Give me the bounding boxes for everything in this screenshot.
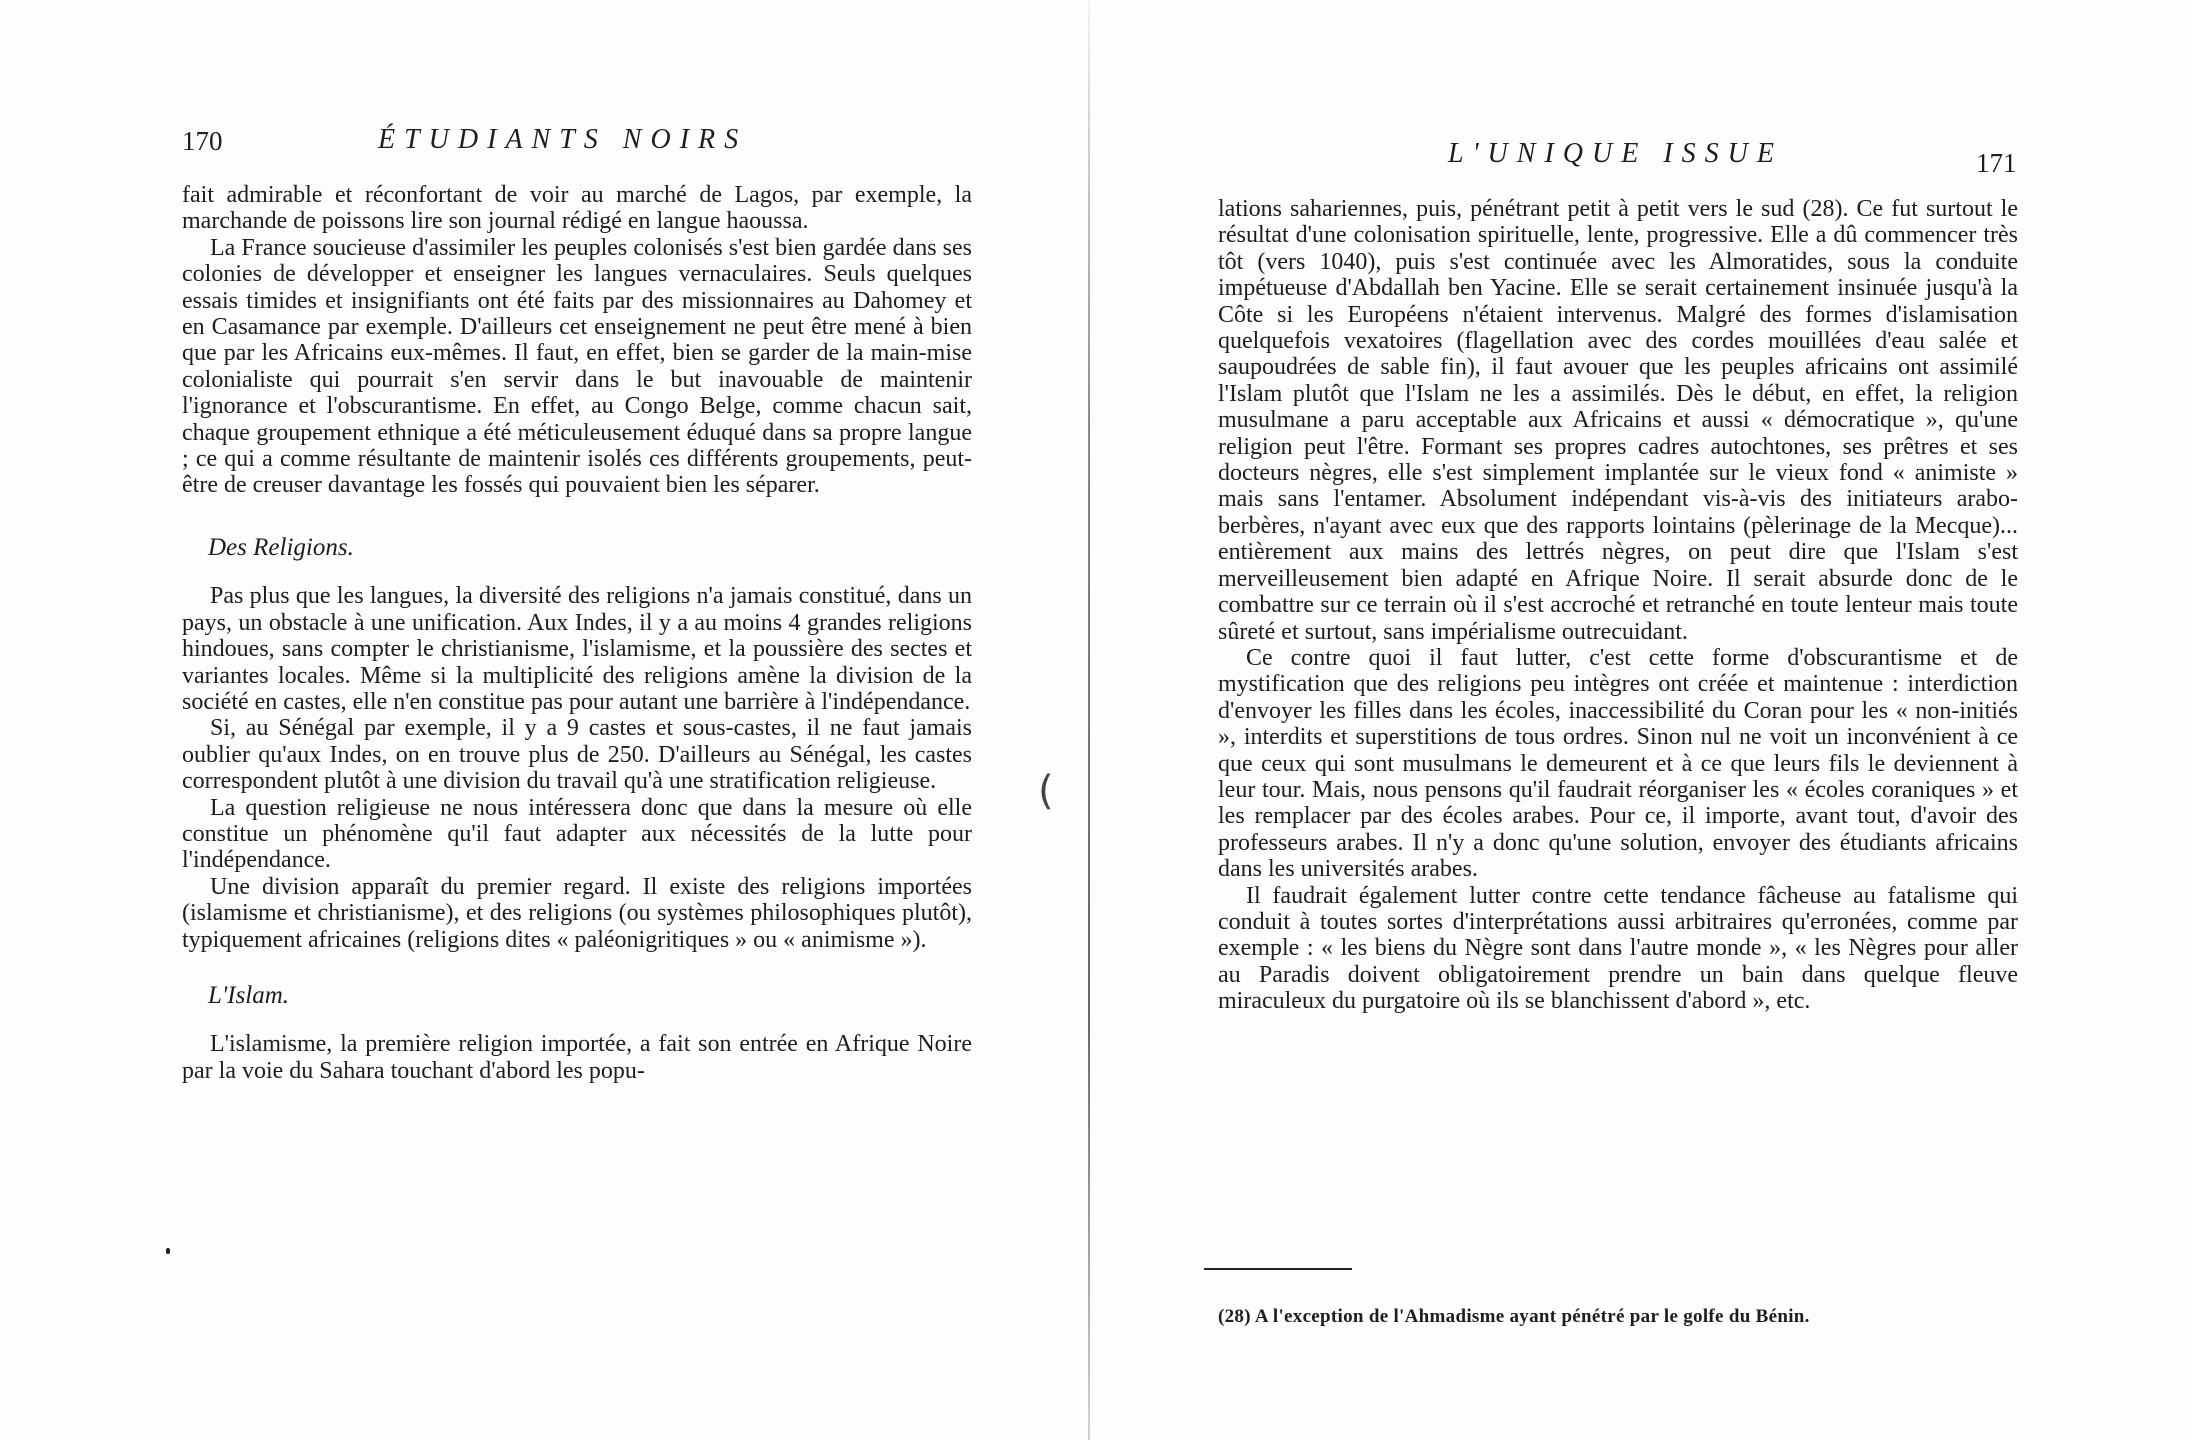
paragraph: Une division apparaît du premier regard. Il existe des religions importées (islamisme et christianisme), et des religions (ou systèmes philosophiques plutôt), typiquement africaines (religions dites « paléonigritiques » ou « animisme »). bbox=[182, 873, 972, 953]
page-number-right: 171 bbox=[1976, 148, 2017, 178]
footnote-rule bbox=[1204, 1268, 1352, 1270]
right-page-text bbox=[1218, 196, 2018, 1015]
paragraph: Si, au Sénégal par exemple, il y a 9 castes et sous-castes, il ne faut jamais oublier qu'aux Indes, on en trouve plus de 250. D'ailleurs au Sénégal, les castes correspondent plutôt à une division du travail qu'à une stratification religieuse. bbox=[182, 715, 972, 795]
section-title-religions: Des Religions. bbox=[208, 533, 354, 561]
left-page-text bbox=[182, 182, 972, 1084]
paragraph: Ce contre quoi il faut lutter, c'est cette forme d'obscurantisme et de mystification que des religions peu intègres ont créée et maintenue : interdiction d'envoyer les filles dans les écoles, inaccessibilité du Coran pour les « non-initiés », interdits et superstitions de tous ordres. Sinon nul ne voit un inconvénient à ce que ceux qui sont musulmans le demeurent et à ce que leurs fils le deviennent à leur tour. Mais, nous pensons qu'il faudrait réorganiser les « écoles coraniques » et les remplacer par des écoles arabes. Pour ce, il importe, avant tout, d'avoir des professeurs arabes. Il n'y a donc qu'une solution, envoyer des étudiants africains dans les universités arabes. bbox=[1218, 644, 2018, 883]
paragraph: La question religieuse ne nous intéressera donc que dans la mesure où elle constitue un phénomène qu'il faut adapter aux nécessités de la lutte pour l'indépendance. bbox=[182, 794, 972, 874]
running-title-right: L'UNIQUE ISSUE bbox=[1448, 138, 1783, 169]
paragraph: fait admirable et réconfortant de voir au marché de Lagos, par exemple, la marchande de poissons lire son journal rédigé en langue haoussa. bbox=[182, 182, 972, 235]
footnote: (28) A l'exception de l'Ahmadisme ayant pénétré par le golfe du Bénin. bbox=[1218, 1306, 1810, 1327]
paragraph: La France soucieuse d'assimiler les peuples colonisés s'est bien gardée dans ses colonies de développer et enseigner les langues vernaculaires. Seuls quelques essais timides et insignifiants ont été faits par des missionnaires au Dahomey et en Casamance par exemple. D'ailleurs cet enseignement ne peut être mené à bien que par les Africains eux-mêmes. Il faut, en effet, bien se garder de la main-mise colonialiste qui pourrait s'en servir dans le but inavouable de maintenir l'ignorance et l'obscurantisme. En effet, au Congo Belge, comme chacun sait, chaque groupement ethnique a été méticuleusement éduqué dans sa propre langue ; ce qui a comme résultante de maintenir isolés ces différents groupements, peut-être de creuser davantage les fossés qui pouvaient bien les séparer. bbox=[182, 234, 972, 499]
left-page bbox=[0, 0, 1088, 1440]
ink-speck bbox=[166, 1248, 170, 1254]
page-number-left: 170 bbox=[182, 126, 223, 156]
paragraph: lations sahariennes, puis, pénétrant petit à petit vers le sud (28). Ce fut surtout le résultat d'une colonisation spirituelle, lente, progressive. Elle a dû commencer très tôt (vers 1040), puis s'est continuée avec les Almoratides, sous la conduite impétueuse d'Abdallah ben Yacine. Elle se serait certainement insinuée jusqu'à la Côte si les Européens n'étaient intervenus. Malgré des formes d'islamisation quelquefois vexatoires (flagellation avec des cordes mouillées d'eau salée et saupoudrées de sable fin), il faut avouer que les peuples africains ont assimilé l'Islam plutôt que l'Islam ne les a assimilés. Dès le début, en effet, la religion musulmane a paru acceptable aux Africains et aussi « démocratique », qu'une religion peut l'être. Formant ses propres cadres autochtones, ses prêtres et ses docteurs nègres, elle s'est simplement implantée sur le vieux fond « animiste » mais sans l'entamer. Absolument indépendant vis-à-vis des initiateurs arabo-berbères, n'ayant avec eux que des rapports lointains (pèlerinage de la Mecque)... entièrement aux mains des lettrés nègres, on peut dire que l'Islam s'est merveilleusement bien adapté en Afrique Noire. Il serait absurde donc de le combattre sur ce terrain où il s'est accroché et retranché en toute lenteur mais toute sûreté et surtout, sans impérialisme outrecuidant. bbox=[1218, 196, 2018, 645]
gutter-mark: ( bbox=[1038, 768, 1054, 814]
paragraph: Pas plus que les langues, la diversité des religions n'a jamais constitué, dans un pays, un obstacle à une unification. Aux Indes, il y a au moins 4 grandes religions hindoues, sans compter le christianisme, l'islamisme, et la poussière des sectes et variantes locales. Même si la multiplicité des religions amène la division de la société en castes, elle n'en constitue pas pour autant une barrière à l'indépendance. bbox=[182, 583, 972, 715]
paragraph: Il faudrait également lutter contre cette tendance fâcheuse au fatalisme qui conduit à toutes sortes d'interprétations aussi arbitraires qu'erronées, comme par exemple : « les biens du Nègre sont dans l'autre monde », « les Nègres pour aller au Paradis doivent obligatoirement prendre un bain dans quelque fleuve miraculeux du purgatoire où ils se blanchissent d'abord », etc. bbox=[1218, 882, 2018, 1015]
right-page bbox=[1090, 0, 2192, 1440]
paragraph: L'islamisme, la première religion importée, a fait son entrée en Afrique Noire par la voie du Sahara touchant d'abord les popu- bbox=[182, 1031, 972, 1084]
section-title-islam: L'Islam. bbox=[208, 981, 290, 1009]
running-title-left: ÉTUDIANTS NOIRS bbox=[378, 124, 748, 155]
